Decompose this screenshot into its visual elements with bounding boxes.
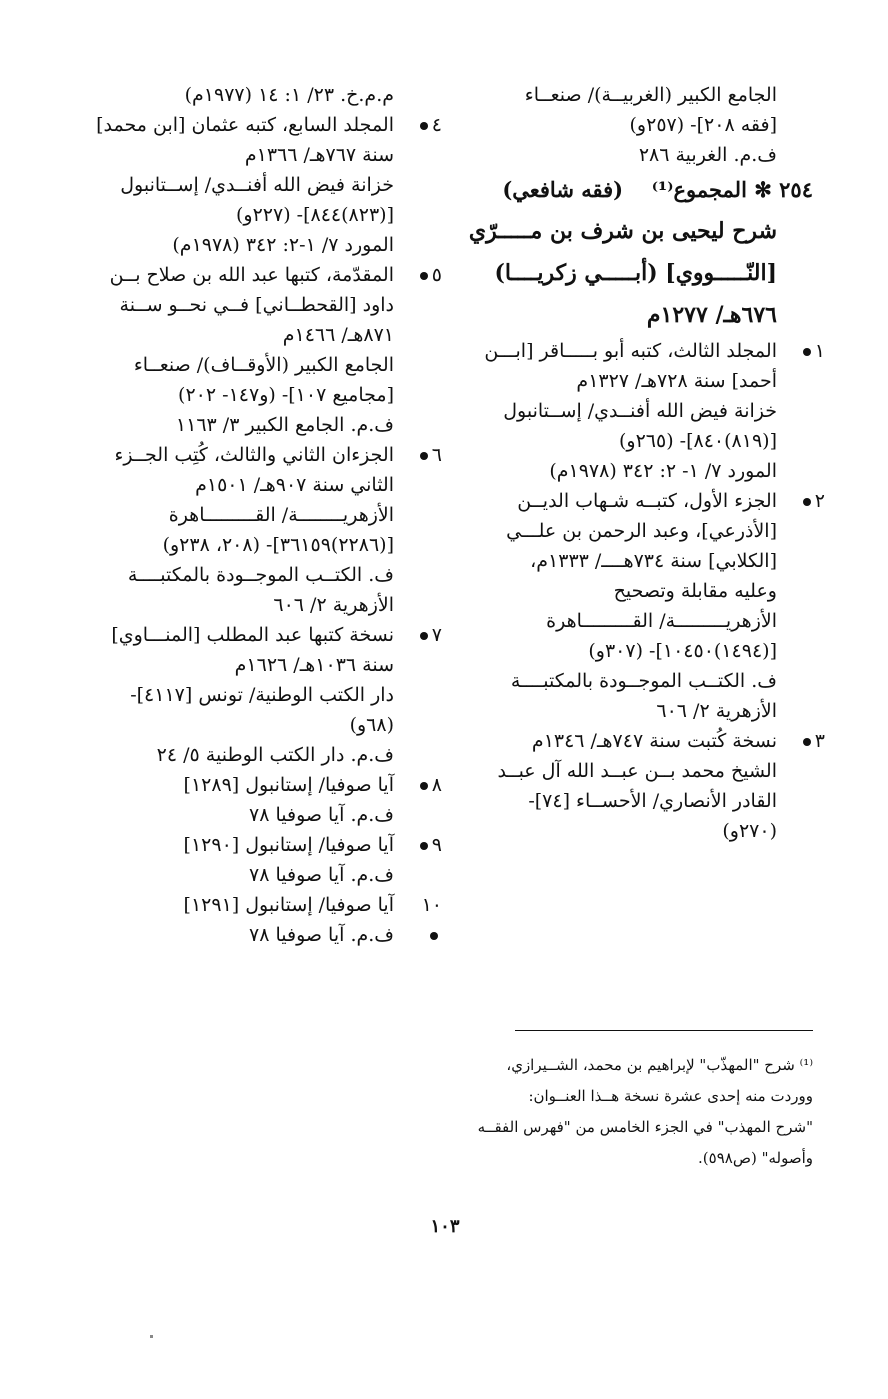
text-line: الجزء الأول، كتبــه شـهاب الديــن [517, 490, 777, 512]
bullet-icon [803, 348, 811, 356]
text-line: م.م.خ. ٢٣/ ١: ١٤ (١٩٧٧م) [184, 84, 394, 106]
text-line: [فقه ٢٠٨]- (٢٥٧و) [629, 114, 777, 136]
left-column [82, 80, 442, 950]
text-line: الثاني سنة ٩٠٧هـ/ ١٥٠١م [195, 474, 394, 496]
manuscript-item [82, 260, 442, 440]
bullet-icon [430, 932, 438, 940]
text-line: [(٢٢٨٦)٣٦١٥٩]- (٢٠٨، ٢٣٨و) [162, 534, 394, 556]
manuscript-item [468, 336, 825, 486]
text-line: ف.م. آيا صوفيا ٧٨ [249, 804, 394, 826]
page-number: ١٠٣ [430, 1216, 460, 1237]
entry-description-line: ٦٧٦هـ/ ١٢٧٧م [646, 302, 777, 328]
item-marker: ٧ [406, 620, 442, 650]
text-line: المورد ٧/ ١-٢: ٣٤٢ (١٩٧٨م) [172, 234, 394, 256]
text-line: دار الكتب الوطنية/ تونس [٤١١٧]- [130, 684, 394, 706]
text-line: الأزهريـــــــــة/ القـــــــــاهرة [546, 610, 777, 632]
item-marker: ٢ [789, 486, 825, 516]
text-line: الجامع الكبير (الغربيــة)/ صنعــاء [524, 84, 777, 106]
entry-subject: (فقه شافعي) [502, 177, 624, 202]
bullet-icon [803, 738, 811, 746]
text-line: سنة ٧٦٧هـ/ ١٣٦٦م [244, 144, 394, 166]
text-line: آيا صوفيا/ إستانبول [١٢٩١] [183, 894, 394, 916]
manuscript-item [468, 486, 825, 726]
text-line: آيا صوفيا/ إستانبول [١٢٨٩] [183, 774, 394, 796]
manuscript-item [82, 440, 442, 620]
item-marker: ٥ [406, 260, 442, 290]
text-line: وعليه مقابلة وتصحيح [613, 580, 777, 602]
item-marker: ٦ [406, 440, 442, 470]
text-line: سنة ١٠٣٦هـ/ ١٦٢٦م [234, 654, 394, 676]
entry-heading [468, 170, 813, 210]
footnote [468, 1050, 813, 1174]
footnote-line: ووردت منه إحدى عشرة نسخة هــذا العنــوان: [528, 1087, 813, 1105]
text-line: الأزهرية ٢/ ٦٠٦ [656, 700, 777, 722]
text-line: ٨٧١هـ/ ١٤٦٦م [282, 324, 394, 346]
text-line: ف. الكتــب الموجــودة بالمكتبــــة [127, 564, 394, 586]
text-line: [الأذرعي]، وعبد الرحمن بن علـــي [506, 520, 777, 542]
item-marker: ٨ [406, 770, 442, 800]
manuscript-item [82, 770, 442, 830]
bullet-icon [420, 452, 428, 460]
item-marker: ٤ [406, 110, 442, 140]
manuscript-item [82, 890, 442, 950]
text-line: [الكلابي] سنة ٧٣٤هــــ/ ١٣٣٣م، [530, 550, 777, 572]
text-line: نسخة كُتبت سنة ٧٤٧هـ/ ١٣٤٦م [531, 730, 777, 752]
text-line: أحمد] سنة ٧٢٨هـ/ ١٣٢٧م [576, 370, 777, 392]
right-column [468, 80, 825, 846]
text-line: الجامع الكبير (الأوقــاف)/ صنعــاء [133, 354, 394, 376]
text-line: المورد ٧/ ١- ٢: ٣٤٢ (١٩٧٨م) [549, 460, 777, 482]
manuscript-item [82, 620, 442, 770]
text-line: (٢٧٠و) [722, 820, 777, 842]
bullet-icon [420, 632, 428, 640]
entry-description-line: [النّـــــووي] (أبـــــي زكريــــا) [494, 260, 777, 286]
entry-title: المجموع⁽¹⁾ [651, 177, 747, 202]
manuscript-item [468, 726, 825, 846]
bullet-icon [420, 842, 428, 850]
text-line: المجلد السابع، كتبه عثمان [ابن محمد] [96, 114, 394, 136]
bullet-icon [803, 498, 811, 506]
text-line: ف.م. دار الكتب الوطنية ٥/ ٢٤ [156, 744, 394, 766]
bullet-icon [420, 782, 428, 790]
text-line: داود [القحطــاني] فــي نحــو ســنة [119, 294, 394, 316]
manuscript-item [82, 830, 442, 890]
text-line: [(٨١٩)٨٤٠]- (٢٦٥و) [618, 430, 777, 452]
manuscript-item [82, 110, 442, 260]
scan-speck [150, 1335, 153, 1338]
entry-number: ٢٥٤ [779, 177, 813, 202]
text-line: [(١٤٩٤)١٠٤٥٠]- (٣٠٧و) [588, 640, 777, 662]
footnote-line: ⁽¹⁾ شرح "المهذّب" لإبراهيم بن محمد، الشــيرازي، [506, 1056, 813, 1074]
text-line: الجزءان الثاني والثالث، كُتِب الجــزء [114, 444, 394, 466]
text-line: خزانة فيض الله أفنــدي/ إســتانبول [120, 174, 394, 196]
text-line: القادر الأنصاري/ الأحســاء [٧٤]- [528, 790, 777, 812]
footnote-line: "شرح المهذب" في الجزء الخامس من "فهرس الفقــه [477, 1118, 813, 1136]
text-line: [(٨٢٣)٨٤٤]- (٢٢٧و) [235, 204, 394, 226]
text-line: ف.م. الجامع الكبير ٣/ ١١٦٣ [175, 414, 394, 436]
item-marker: ١ [789, 336, 825, 366]
bullet-icon [420, 272, 428, 280]
text-line: ف. الكتــب الموجــودة بالمكتبــــة [510, 670, 777, 692]
asterisk-icon: ✻ [754, 177, 772, 202]
bullet-icon [420, 122, 428, 130]
text-line: خزانة فيض الله أفنــدي/ إســتانبول [503, 400, 777, 422]
footnote-divider [515, 1030, 813, 1031]
text-line: الأزهريــــــــة/ القـــــــــاهرة [168, 504, 394, 526]
text-line: الشيخ محمد بــن عبــد الله آل عبــد [497, 760, 777, 782]
entry-description-line: شرح ليحيى بن شرف بن مـــــرّي [468, 218, 777, 244]
text-line: (٦٨و) [349, 714, 394, 736]
text-line: نسخة كتبها عبد المطلب [المنـــاوي] [111, 624, 394, 646]
item-marker: ٣ [789, 726, 825, 756]
text-line: [مجاميع ١٠٧]- (و١٤٧- ٢٠٢) [178, 384, 394, 406]
text-line: آيا صوفيا/ إستانبول [١٢٩٠] [183, 834, 394, 856]
text-line: ف.م. الغربية ٢٨٦ [638, 144, 777, 166]
text-line: ف.م. آيا صوفيا ٧٨ [249, 924, 394, 946]
text-line: المقدّمة، كتبها عبد الله بن صلاح بــن [109, 264, 394, 286]
item-marker: ١٠ [406, 890, 442, 950]
footnote-line: وأصوله" (ص٥٩٨). [698, 1149, 813, 1167]
text-line: ف.م. آيا صوفيا ٧٨ [249, 864, 394, 886]
text-line: المجلد الثالث، كتبه أبو بـــــاقر [ابـــن [484, 340, 777, 362]
item-marker: ٩ [406, 830, 442, 860]
text-line: الأزهرية ٢/ ٦٠٦ [273, 594, 394, 616]
